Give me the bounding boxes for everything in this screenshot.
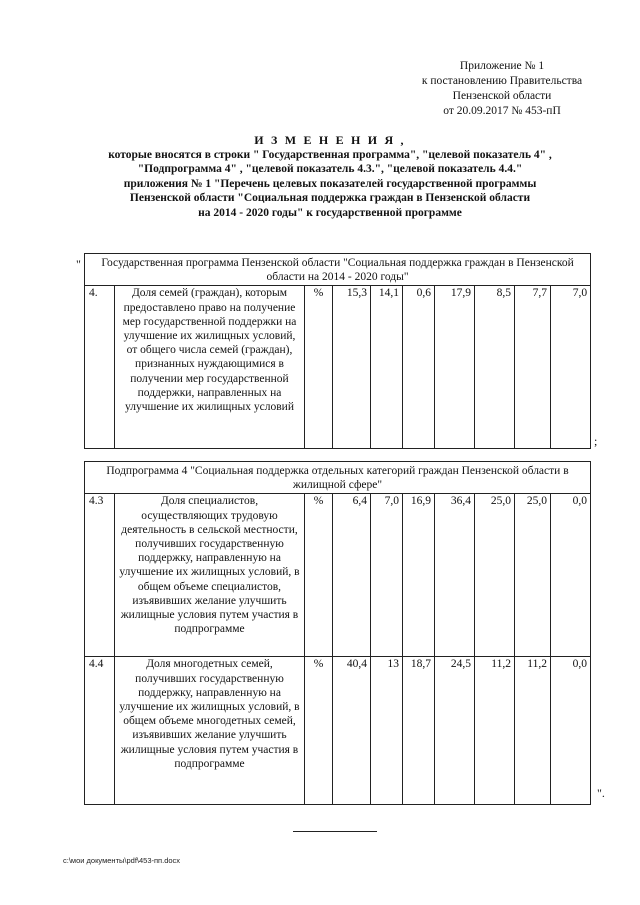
- table-row: [85, 657, 591, 805]
- value-cell: 24,5: [435, 657, 475, 805]
- value-cell: 7,0: [551, 286, 591, 449]
- subprogram-header: Подпрограмма 4 "Социальная поддержка отдельных категорий граждан Пензенской области в жилищной сфере": [85, 462, 591, 494]
- value-cell: 36,4: [435, 494, 475, 657]
- table-header-row: [85, 462, 591, 494]
- value-cell: 13: [371, 657, 403, 805]
- row-number: 4.: [85, 286, 115, 449]
- opening-quote: ": [76, 257, 81, 271]
- subprogram-table: [84, 461, 591, 805]
- value-cell: 7,7: [515, 286, 551, 449]
- appendix-line-1: Приложение № 1: [459, 60, 545, 72]
- unit-cell: %: [305, 657, 333, 805]
- value-cell: 0,6: [403, 286, 435, 449]
- row-number: 4.3: [85, 494, 115, 657]
- appendix-block: [392, 59, 612, 119]
- state-program-header: Государственная программа Пензенской области "Социальная поддержка граждан в Пензенской области на 2014 - 2020 годы": [85, 254, 591, 286]
- value-cell: 11,2: [515, 657, 551, 805]
- value-cell: 6,4: [333, 494, 371, 657]
- value-cell: 14,1: [371, 286, 403, 449]
- appendix-line-4: от 20.09.2017 № 453-пП: [443, 105, 561, 117]
- unit-cell: %: [305, 286, 333, 449]
- appendix-line-2: к постановлению Правительства: [421, 75, 583, 87]
- value-cell: 0,0: [551, 494, 591, 657]
- value-cell: 11,2: [475, 657, 515, 805]
- heading-line-1: которые вносятся в строки " Государственная программа", "целевой показатель 4" ,: [108, 148, 552, 161]
- value-cell: 25,0: [515, 494, 551, 657]
- value-cell: 40,4: [333, 657, 371, 805]
- table-header-row: [85, 254, 591, 286]
- heading-line-4: Пензенской области "Социальная поддержка граждан в Пензенской области: [129, 192, 531, 205]
- heading-title: И З М Е Н Е Н И Я ,: [254, 133, 406, 147]
- unit-cell: %: [305, 494, 333, 657]
- appendix-line-3: Пензенской области: [452, 90, 552, 102]
- table-row: [85, 494, 591, 657]
- value-cell: 7,0: [371, 494, 403, 657]
- value-cell: 18,7: [403, 657, 435, 805]
- table-row: [85, 286, 591, 449]
- indicator-name: Доля специалистов, осуществляющих трудовую деятельность в сельской местности, получивших государственную поддержку, направленную на улучшение их жилищных условий, в общем объеме специалистов, изъявивших желание улучшить жилищные условия путем участия в подпрограмме: [115, 494, 305, 657]
- value-cell: 8,5: [475, 286, 515, 449]
- value-cell: 0,0: [551, 657, 591, 805]
- indicator-name: Доля многодетных семей, получивших государственную поддержку, направленную на улучшение их жилищных условий, в общем объеме многодетных семей, изъявивших желание улучшить жилищные условия путем участия в подпрограмме: [115, 657, 305, 805]
- closing-quote: ".: [597, 786, 605, 800]
- value-cell: 17,9: [435, 286, 475, 449]
- semicolon-mark: ;: [594, 434, 598, 448]
- value-cell: 25,0: [475, 494, 515, 657]
- heading-line-2: "Подпрограмма 4" , "целевой показатель 4.3.", "целевой показатель 4.4.": [137, 163, 523, 176]
- value-cell: 15,3: [333, 286, 371, 449]
- footer-file-path: c:\мои документы\pdf\453-пп.docx: [63, 856, 181, 865]
- row-number: 4.4: [85, 657, 115, 805]
- heading-line-5: на 2014 - 2020 годы" к государственной программе: [198, 206, 462, 219]
- state-program-table: [84, 253, 591, 449]
- heading-line-3: приложения № 1 "Перечень целевых показателей государственной программы: [123, 177, 537, 190]
- value-cell: 16,9: [403, 494, 435, 657]
- indicator-name: Доля семей (граждан), которым предоставлено право на получение мер государственной поддержки на улучшение их жилищных условий, от общего числа семей (граждан), признанных нуждающимися в получении мер государственной поддержки, направленных на улучшение их жилищных условий: [115, 286, 305, 449]
- signature-line: [293, 831, 377, 832]
- document-heading: [60, 133, 600, 221]
